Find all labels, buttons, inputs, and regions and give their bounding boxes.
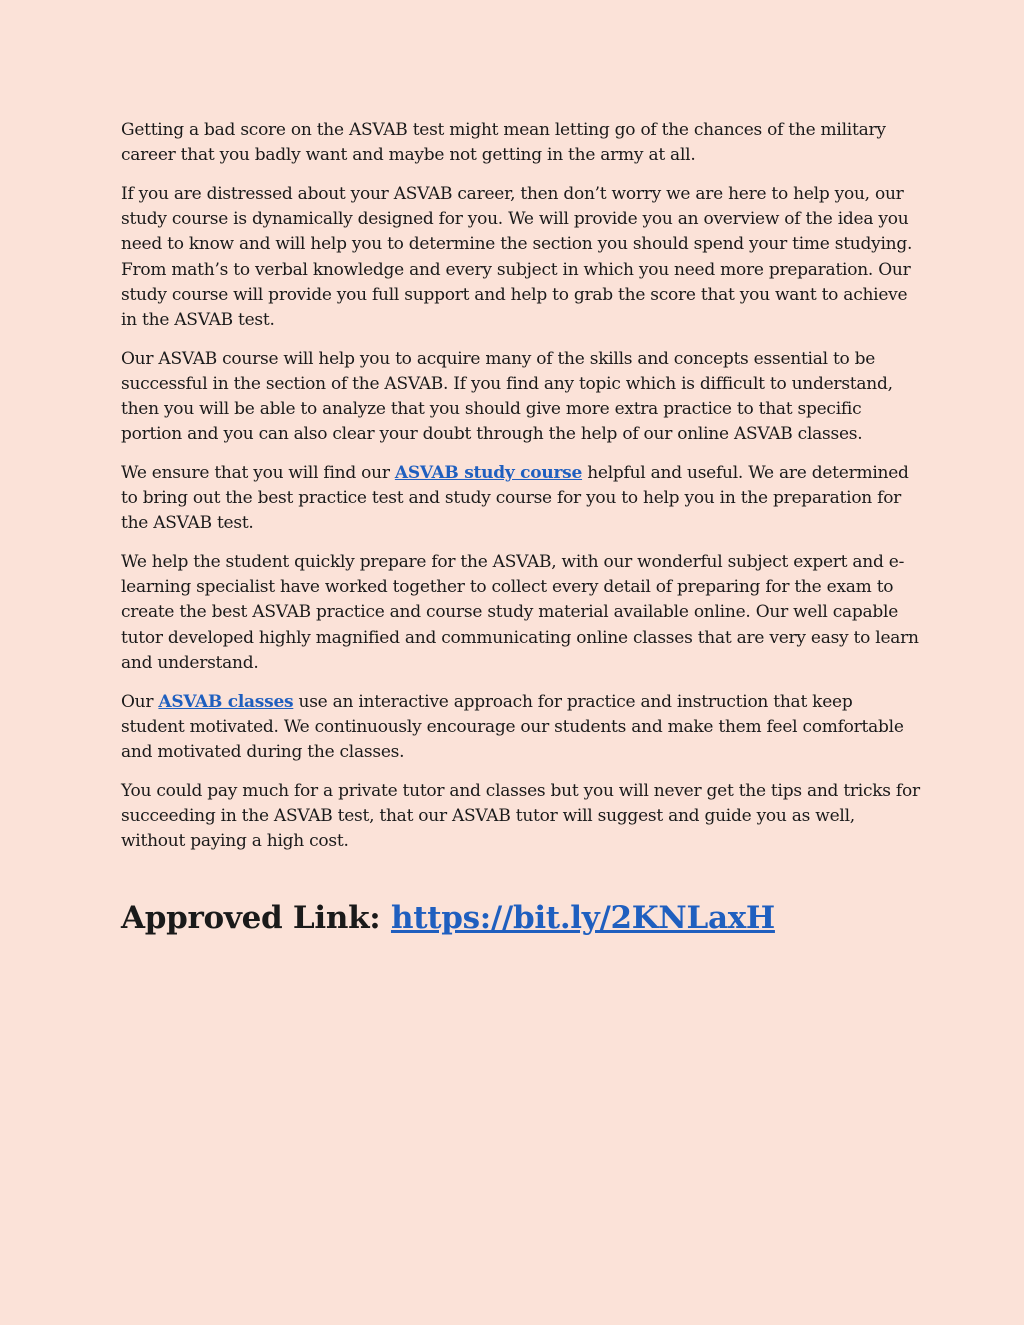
asvab-classes-link[interactable]: ASVAB classes xyxy=(158,691,294,712)
text-segment: use an interactive approach for practice and instruction that keep student motivated. We continuously encourage our students and make them feel comfortable and motivated during the classes. xyxy=(121,691,904,762)
text-segment: We ensure that you will find our xyxy=(121,462,395,483)
approved-link-line xyxy=(121,898,921,938)
text-segment: Our xyxy=(121,691,159,712)
paragraph-private-tutor: You could pay much for a private tutor and classes but you will never get the tips and tricks for succeeding in the ASVAB test, that our ASVAB tutor will suggest and guide you as well, without paying a high cost. xyxy=(121,780,920,852)
paragraph-study-course-helpful xyxy=(121,461,921,537)
paragraph-quick-prepare: We help the student quickly prepare for the ASVAB, with our wonderful subject expert and e-learning specialist have worked together to collect every detail of preparing for the exam to create the best ASVAB practice and course study material available online. Our well capable tutor developed highly magnified and communicating online classes that are very easy to learn and understand. xyxy=(121,552,919,673)
text-segment: helpful and useful. We are determined to bring out the best practice test and study course for you to help you in the preparation for the ASVAB test. xyxy=(121,462,909,534)
asvab-study-course-link[interactable]: ASVAB study course xyxy=(394,462,583,483)
paragraph-asvab-course-skills: Our ASVAB course will help you to acquire many of the skills and concepts essential to be successful in the section of the ASVAB. If you find any topic which is difficult to understand, then you will be able to analyze that you should give more extra practice to that specific portion and you can also clear your doubt through the help of our online ASVAB classes. xyxy=(121,348,893,445)
document-body xyxy=(121,118,921,938)
paragraph-bad-score: Getting a bad score on the ASVAB test might mean letting go of the chances of the military career that you badly want and maybe not getting in the army at all. xyxy=(121,120,886,166)
paragraph-asvab-classes xyxy=(121,690,921,766)
approved-link-label: Approved Link: xyxy=(121,900,391,937)
paragraph-study-course-overview: If you are distressed about your ASVAB career, then don’t worry we are here to help you, our study course is dynamically designed for you. We will provide you an overview of the idea you need to know and will help you to determine the section you should spend your time studying. From math’s to verbal knowledge and every subject in which you need more preparation. Our study course will provide you full support and help to grab the score that you want to achieve in the ASVAB test. xyxy=(121,183,913,330)
approved-url-link[interactable]: https://bit.ly/2KNLaxH xyxy=(390,900,775,937)
